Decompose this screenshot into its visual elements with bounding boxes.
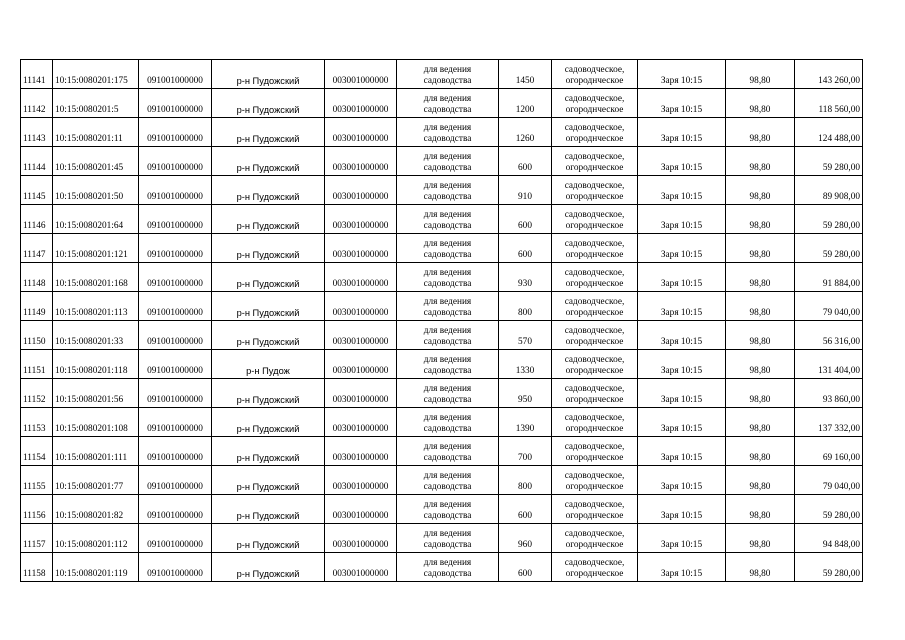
row-number-cell: 11155	[21, 466, 53, 495]
row-number-cell: 11153	[21, 408, 53, 437]
land-category-line: огороднческое	[565, 395, 624, 405]
permitted-use-cell	[397, 495, 499, 524]
land-category-line: садоводческое,	[564, 210, 625, 220]
cadastral-number-cell: 10:15:0080201:108	[53, 408, 139, 437]
permitted-use-line: для ведения	[423, 152, 472, 162]
cadastral-number-cell: 10:15:0080201:119	[53, 553, 139, 582]
cadastral-number-cell: 10:15:0080201:77	[53, 466, 139, 495]
permitted-use-cell	[397, 89, 499, 118]
okato-cell: 091001000000	[139, 495, 212, 524]
specific-value-cell: 98,80	[726, 234, 795, 263]
cadastral-value-cell: 143 260,00	[795, 60, 863, 89]
cadastral-number-cell: 10:15:0080201:50	[53, 176, 139, 205]
row-number-cell: 11156	[21, 495, 53, 524]
oktmo-cell: 003001000000	[325, 205, 397, 234]
table-row	[21, 234, 863, 263]
cadastral-number-cell: 10:15:0080201:175	[53, 60, 139, 89]
area-cell: 600	[499, 234, 552, 263]
permitted-use-cell	[397, 524, 499, 553]
land-category-line: огороднческое	[565, 453, 624, 463]
cadastral-value-cell: 93 860,00	[795, 379, 863, 408]
permitted-use-line: садоводства	[423, 540, 472, 550]
location-cell: Заря 10:15	[638, 60, 726, 89]
cadastral-value-cell: 89 908,00	[795, 176, 863, 205]
permitted-use-line: для ведения	[423, 297, 472, 307]
specific-value-cell: 98,80	[726, 89, 795, 118]
table-row	[21, 553, 863, 582]
district-cell: р-н Пудожский	[212, 147, 325, 176]
permitted-use-line: для ведения	[423, 529, 472, 539]
row-number-cell: 11151	[21, 350, 53, 379]
specific-value-cell: 98,80	[726, 263, 795, 292]
cadastral-value-cell: 59 280,00	[795, 234, 863, 263]
permitted-use-line: садоводства	[423, 337, 472, 347]
location-cell: Заря 10:15	[638, 408, 726, 437]
specific-value-cell: 98,80	[726, 321, 795, 350]
okato-cell: 091001000000	[139, 466, 212, 495]
district-cell: р-н Пудожский	[212, 466, 325, 495]
location-cell: Заря 10:15	[638, 466, 726, 495]
cadastral-value-cell: 91 884,00	[795, 263, 863, 292]
land-category-cell	[552, 89, 638, 118]
table-row	[21, 89, 863, 118]
cadastral-value-cell: 59 280,00	[795, 553, 863, 582]
location-cell: Заря 10:15	[638, 350, 726, 379]
land-category-line: огороднческое	[565, 192, 624, 202]
cadastral-value-cell: 124 488,00	[795, 118, 863, 147]
permitted-use-line: садоводства	[423, 511, 472, 521]
specific-value-cell: 98,80	[726, 437, 795, 466]
okato-cell: 091001000000	[139, 321, 212, 350]
cadastral-number-cell: 10:15:0080201:82	[53, 495, 139, 524]
oktmo-cell: 003001000000	[325, 437, 397, 466]
land-category-line: садоводческое,	[564, 500, 625, 510]
cadastral-value-cell: 69 160,00	[795, 437, 863, 466]
permitted-use-line: для ведения	[423, 123, 472, 133]
cadastral-number-cell: 10:15:0080201:111	[53, 437, 139, 466]
table-row	[21, 408, 863, 437]
table-row	[21, 524, 863, 553]
district-cell: р-н Пудож	[212, 350, 325, 379]
permitted-use-line: садоводства	[423, 395, 472, 405]
okato-cell: 091001000000	[139, 118, 212, 147]
area-cell: 1330	[499, 350, 552, 379]
permitted-use-cell	[397, 176, 499, 205]
permitted-use-line: для ведения	[423, 210, 472, 220]
area-cell: 910	[499, 176, 552, 205]
row-number-cell: 11152	[21, 379, 53, 408]
land-category-line: огороднческое	[565, 511, 624, 521]
okato-cell: 091001000000	[139, 524, 212, 553]
specific-value-cell: 98,80	[726, 205, 795, 234]
permitted-use-line: садоводства	[423, 105, 472, 115]
cadastral-number-cell: 10:15:0080201:113	[53, 292, 139, 321]
district-cell: р-н Пудожский	[212, 89, 325, 118]
area-cell: 950	[499, 379, 552, 408]
table-row	[21, 176, 863, 205]
permitted-use-line: садоводства	[423, 163, 472, 173]
permitted-use-line: садоводства	[423, 279, 472, 289]
location-cell: Заря 10:15	[638, 553, 726, 582]
location-cell: Заря 10:15	[638, 292, 726, 321]
table-row	[21, 147, 863, 176]
oktmo-cell: 003001000000	[325, 118, 397, 147]
land-category-line: садоводческое,	[564, 181, 625, 191]
cadastral-number-cell: 10:15:0080201:56	[53, 379, 139, 408]
district-cell: р-н Пудожский	[212, 292, 325, 321]
area-cell: 700	[499, 437, 552, 466]
area-cell: 570	[499, 321, 552, 350]
row-number-cell: 11158	[21, 553, 53, 582]
permitted-use-line: для ведения	[423, 94, 472, 104]
permitted-use-cell	[397, 205, 499, 234]
permitted-use-cell	[397, 118, 499, 147]
cadastral-value-cell: 59 280,00	[795, 147, 863, 176]
location-cell: Заря 10:15	[638, 234, 726, 263]
permitted-use-line: для ведения	[423, 268, 472, 278]
land-category-line: садоводческое,	[564, 384, 625, 394]
specific-value-cell: 98,80	[726, 147, 795, 176]
oktmo-cell: 003001000000	[325, 263, 397, 292]
oktmo-cell: 003001000000	[325, 495, 397, 524]
location-cell: Заря 10:15	[638, 176, 726, 205]
table-row	[21, 292, 863, 321]
row-number-cell: 11157	[21, 524, 53, 553]
land-category-line: огороднческое	[565, 105, 624, 115]
permitted-use-cell	[397, 379, 499, 408]
cadastral-value-cell: 79 040,00	[795, 292, 863, 321]
cadastral-value-cell: 56 316,00	[795, 321, 863, 350]
okato-cell: 091001000000	[139, 60, 212, 89]
land-category-cell	[552, 408, 638, 437]
land-category-cell	[552, 379, 638, 408]
land-category-line: огороднческое	[565, 163, 624, 173]
row-number-cell: 11150	[21, 321, 53, 350]
district-cell: р-н Пудожский	[212, 553, 325, 582]
specific-value-cell: 98,80	[726, 495, 795, 524]
area-cell: 800	[499, 466, 552, 495]
okato-cell: 091001000000	[139, 379, 212, 408]
permitted-use-line: для ведения	[423, 558, 472, 568]
cadastral-number-cell: 10:15:0080201:5	[53, 89, 139, 118]
land-category-line: садоводческое,	[564, 558, 625, 568]
cadastral-value-cell: 137 332,00	[795, 408, 863, 437]
permitted-use-line: садоводства	[423, 569, 472, 579]
area-cell: 1260	[499, 118, 552, 147]
cadastral-number-cell: 10:15:0080201:11	[53, 118, 139, 147]
specific-value-cell: 98,80	[726, 553, 795, 582]
land-category-line: огороднческое	[565, 482, 624, 492]
table-row	[21, 263, 863, 292]
oktmo-cell: 003001000000	[325, 350, 397, 379]
land-category-line: садоводческое,	[564, 268, 625, 278]
table-row	[21, 379, 863, 408]
land-category-line: садоводческое,	[564, 442, 625, 452]
okato-cell: 091001000000	[139, 437, 212, 466]
row-number-cell: 11144	[21, 147, 53, 176]
location-cell: Заря 10:15	[638, 379, 726, 408]
land-category-line: огороднческое	[565, 308, 624, 318]
oktmo-cell: 003001000000	[325, 147, 397, 176]
land-category-cell	[552, 495, 638, 524]
permitted-use-line: для ведения	[423, 181, 472, 191]
oktmo-cell: 003001000000	[325, 524, 397, 553]
cadastral-number-cell: 10:15:0080201:121	[53, 234, 139, 263]
land-category-cell	[552, 466, 638, 495]
specific-value-cell: 98,80	[726, 524, 795, 553]
permitted-use-cell	[397, 408, 499, 437]
row-number-cell: 11149	[21, 292, 53, 321]
permitted-use-cell	[397, 553, 499, 582]
land-category-line: садоводческое,	[564, 239, 625, 249]
cadastral-value-cell: 79 040,00	[795, 466, 863, 495]
location-cell: Заря 10:15	[638, 89, 726, 118]
specific-value-cell: 98,80	[726, 118, 795, 147]
cadastral-value-cell: 59 280,00	[795, 495, 863, 524]
table-row	[21, 205, 863, 234]
specific-value-cell: 98,80	[726, 176, 795, 205]
area-cell: 1200	[499, 89, 552, 118]
table-body	[21, 60, 863, 582]
land-parcel-table	[20, 59, 863, 582]
permitted-use-line: для ведения	[423, 413, 472, 423]
oktmo-cell: 003001000000	[325, 176, 397, 205]
district-cell: р-н Пудожский	[212, 321, 325, 350]
district-cell: р-н Пудожский	[212, 263, 325, 292]
table-row	[21, 437, 863, 466]
cadastral-number-cell: 10:15:0080201:33	[53, 321, 139, 350]
district-cell: р-н Пудожский	[212, 408, 325, 437]
okato-cell: 091001000000	[139, 408, 212, 437]
specific-value-cell: 98,80	[726, 60, 795, 89]
location-cell: Заря 10:15	[638, 263, 726, 292]
row-number-cell: 11145	[21, 176, 53, 205]
area-cell: 1390	[499, 408, 552, 437]
okato-cell: 091001000000	[139, 292, 212, 321]
permitted-use-line: садоводства	[423, 221, 472, 231]
district-cell: р-н Пудожский	[212, 524, 325, 553]
table-row	[21, 350, 863, 379]
specific-value-cell: 98,80	[726, 466, 795, 495]
permitted-use-cell	[397, 292, 499, 321]
district-cell: р-н Пудожский	[212, 205, 325, 234]
area-cell: 600	[499, 495, 552, 524]
land-category-cell	[552, 553, 638, 582]
permitted-use-cell	[397, 147, 499, 176]
land-category-cell	[552, 524, 638, 553]
oktmo-cell: 003001000000	[325, 466, 397, 495]
land-category-line: огороднческое	[565, 540, 624, 550]
land-category-cell	[552, 292, 638, 321]
cadastral-number-cell: 10:15:0080201:168	[53, 263, 139, 292]
cadastral-number-cell: 10:15:0080201:45	[53, 147, 139, 176]
land-category-cell	[552, 350, 638, 379]
permitted-use-line: для ведения	[423, 326, 472, 336]
land-category-line: садоводческое,	[564, 326, 625, 336]
land-category-line: садоводческое,	[564, 123, 625, 133]
district-cell: р-н Пудожский	[212, 60, 325, 89]
permitted-use-cell	[397, 321, 499, 350]
land-category-cell	[552, 263, 638, 292]
permitted-use-line: садоводства	[423, 76, 472, 86]
land-category-line: огороднческое	[565, 76, 624, 86]
permitted-use-line: для ведения	[423, 355, 472, 365]
land-category-line: садоводческое,	[564, 471, 625, 481]
row-number-cell: 11142	[21, 89, 53, 118]
permitted-use-cell	[397, 350, 499, 379]
oktmo-cell: 003001000000	[325, 379, 397, 408]
row-number-cell: 11146	[21, 205, 53, 234]
okato-cell: 091001000000	[139, 553, 212, 582]
table-row	[21, 60, 863, 89]
specific-value-cell: 98,80	[726, 350, 795, 379]
permitted-use-line: садоводства	[423, 453, 472, 463]
land-category-line: огороднческое	[565, 221, 624, 231]
land-category-cell	[552, 321, 638, 350]
permitted-use-cell	[397, 60, 499, 89]
okato-cell: 091001000000	[139, 176, 212, 205]
permitted-use-line: для ведения	[423, 239, 472, 249]
area-cell: 600	[499, 147, 552, 176]
district-cell: р-н Пудожский	[212, 495, 325, 524]
permitted-use-line: садоводства	[423, 424, 472, 434]
permitted-use-cell	[397, 263, 499, 292]
okato-cell: 091001000000	[139, 89, 212, 118]
land-category-line: садоводческое,	[564, 65, 625, 75]
oktmo-cell: 003001000000	[325, 408, 397, 437]
row-number-cell: 11147	[21, 234, 53, 263]
permitted-use-line: для ведения	[423, 442, 472, 452]
district-cell: р-н Пудожский	[212, 379, 325, 408]
land-category-cell	[552, 118, 638, 147]
okato-cell: 091001000000	[139, 205, 212, 234]
oktmo-cell: 003001000000	[325, 60, 397, 89]
location-cell: Заря 10:15	[638, 437, 726, 466]
permitted-use-line: садоводства	[423, 482, 472, 492]
row-number-cell: 11143	[21, 118, 53, 147]
permitted-use-line: для ведения	[423, 500, 472, 510]
oktmo-cell: 003001000000	[325, 234, 397, 263]
area-cell: 1450	[499, 60, 552, 89]
area-cell: 960	[499, 524, 552, 553]
okato-cell: 091001000000	[139, 234, 212, 263]
area-cell: 930	[499, 263, 552, 292]
area-cell: 600	[499, 553, 552, 582]
cadastral-number-cell: 10:15:0080201:112	[53, 524, 139, 553]
land-category-cell	[552, 437, 638, 466]
land-category-cell	[552, 234, 638, 263]
permitted-use-cell	[397, 234, 499, 263]
district-cell: р-н Пудожский	[212, 234, 325, 263]
land-category-line: садоводческое,	[564, 297, 625, 307]
row-number-cell: 11154	[21, 437, 53, 466]
land-category-line: огороднческое	[565, 337, 624, 347]
okato-cell: 091001000000	[139, 350, 212, 379]
land-category-cell	[552, 176, 638, 205]
table-row	[21, 466, 863, 495]
land-category-cell	[552, 60, 638, 89]
land-category-line: огороднческое	[565, 569, 624, 579]
table-row	[21, 118, 863, 147]
permitted-use-line: садоводства	[423, 308, 472, 318]
row-number-cell: 11148	[21, 263, 53, 292]
area-cell: 600	[499, 205, 552, 234]
land-category-cell	[552, 147, 638, 176]
oktmo-cell: 003001000000	[325, 89, 397, 118]
cadastral-value-cell: 94 848,00	[795, 524, 863, 553]
table-row	[21, 495, 863, 524]
location-cell: Заря 10:15	[638, 321, 726, 350]
location-cell: Заря 10:15	[638, 118, 726, 147]
land-category-line: огороднческое	[565, 134, 624, 144]
land-category-cell	[552, 205, 638, 234]
oktmo-cell: 003001000000	[325, 553, 397, 582]
area-cell: 800	[499, 292, 552, 321]
permitted-use-cell	[397, 437, 499, 466]
cadastral-value-cell: 131 404,00	[795, 350, 863, 379]
land-category-line: садоводческое,	[564, 529, 625, 539]
specific-value-cell: 98,80	[726, 292, 795, 321]
permitted-use-cell	[397, 466, 499, 495]
land-category-line: огороднческое	[565, 250, 624, 260]
land-category-line: огороднческое	[565, 366, 624, 376]
table-row	[21, 321, 863, 350]
oktmo-cell: 003001000000	[325, 292, 397, 321]
permitted-use-line: для ведения	[423, 384, 472, 394]
location-cell: Заря 10:15	[638, 524, 726, 553]
permitted-use-line: садоводства	[423, 192, 472, 202]
district-cell: р-н Пудожский	[212, 118, 325, 147]
oktmo-cell: 003001000000	[325, 321, 397, 350]
land-category-line: огороднческое	[565, 279, 624, 289]
permitted-use-line: для ведения	[423, 471, 472, 481]
district-cell: р-н Пудожский	[212, 437, 325, 466]
permitted-use-line: садоводства	[423, 366, 472, 376]
okato-cell: 091001000000	[139, 263, 212, 292]
location-cell: Заря 10:15	[638, 205, 726, 234]
cadastral-value-cell: 59 280,00	[795, 205, 863, 234]
row-number-cell: 11141	[21, 60, 53, 89]
land-category-line: садоводческое,	[564, 355, 625, 365]
permitted-use-line: садоводства	[423, 250, 472, 260]
cadastral-number-cell: 10:15:0080201:118	[53, 350, 139, 379]
location-cell: Заря 10:15	[638, 495, 726, 524]
permitted-use-line: для ведения	[423, 65, 472, 75]
land-category-line: садоводческое,	[564, 413, 625, 423]
land-category-line: огороднческое	[565, 424, 624, 434]
cadastral-value-cell: 118 560,00	[795, 89, 863, 118]
specific-value-cell: 98,80	[726, 408, 795, 437]
cadastral-number-cell: 10:15:0080201:64	[53, 205, 139, 234]
district-cell: р-н Пудожский	[212, 176, 325, 205]
location-cell: Заря 10:15	[638, 147, 726, 176]
specific-value-cell: 98,80	[726, 379, 795, 408]
land-category-line: садоводческое,	[564, 94, 625, 104]
okato-cell: 091001000000	[139, 147, 212, 176]
permitted-use-line: садоводства	[423, 134, 472, 144]
land-category-line: садоводческое,	[564, 152, 625, 162]
